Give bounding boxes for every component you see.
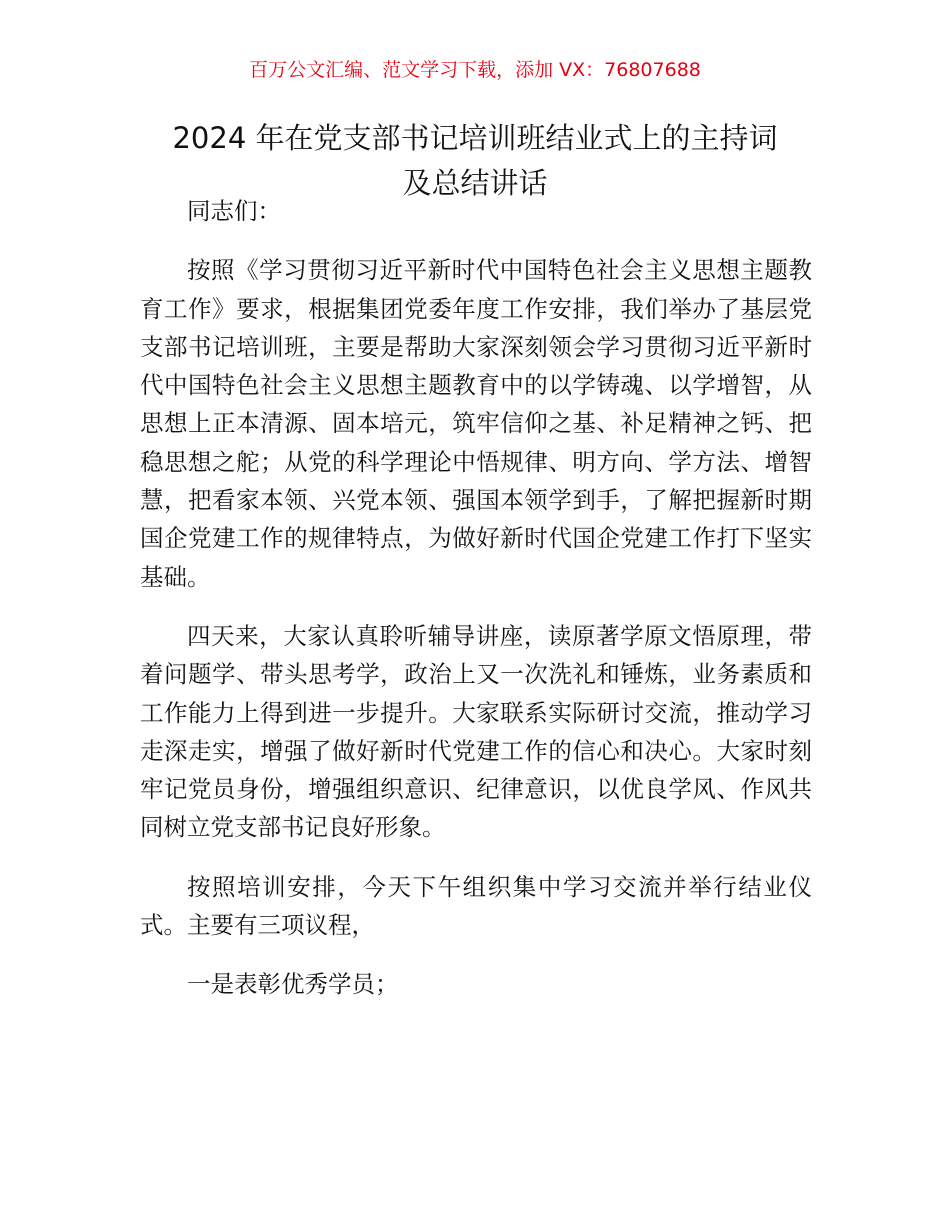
watermark-text: 百万公文汇编、范文学习下载，添加 VX：76807688 [249,59,701,81]
salutation: 同志们： [187,197,281,225]
paragraph-summary: 四天来，大家认真聆听辅导讲座，读原著学原文悟原理，带着问题学、带头思考学，政治上又一次洗礼和锤炼，业务素质和工作能力上得到进一步提升。大家联系实际研讨交流，推动学习走深走实，增强了做好新时代党建工作的信心和决心。大家时刻牢记党员身份，增强组织意识、纪律意识，以优良学风、作风共同树立党支部书记良好形象。 [140,621,812,842]
paragraph-agenda: 按照培训安排，今天下午组织集中学习交流并举行结业仪式。主要有三项议程， [140,872,812,940]
paragraph-item-one: 一是表彰优秀学员； [187,970,399,999]
title-line-2: 及总结讲话 [402,166,548,200]
title-line-1: 2024 年在党支部书记培训班结业式上的主持词 [172,121,778,155]
document-body [140,192,812,1025]
paragraph-intro: 按照《学习贯彻习近平新时代中国特色社会主义思想主题教育工作》要求，根据集团党委年度工作安排，我们举办了基层党支部书记培训班，主要是帮助大家深刻领会学习贯彻习近平新时代中国特色社会主义思想主题教育中的以学铸魂、以学增智，从思想上正本清源、固本培元，筑牢信仰之基、补足精神之钙、把稳思想之舵；从党的科学理论中悟规律、明方向、学方法、增智慧，把看家本领、兴党本领、强国本领学到手，了解把握新时期国企党建工作的规律特点，为做好新时代国企党建工作打下坚实基础。 [140,256,812,591]
